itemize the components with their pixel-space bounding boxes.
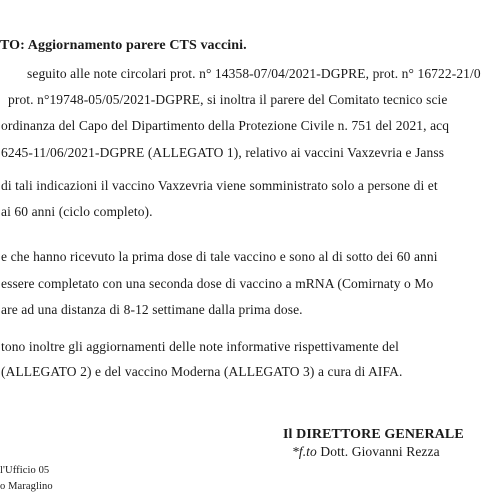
text-line: e che hanno ricevuto la prima dose di tale vaccino e sono al di sotto dei 60 anni xyxy=(1,249,438,264)
text-line: are ad una distanza di 8-12 settimane dalla prima dose. xyxy=(1,302,303,317)
text-line: di tali indicazioni il vaccino Vaxzevria viene somministrato solo a persone di et xyxy=(1,178,438,193)
text-line: (ALLEGATO 2) e del vaccino Moderna (ALLEGATO 3) a cura di AIFA. xyxy=(1,364,403,379)
text-line: seguito alle note circolari prot. n° 14358-07/04/2021-DGPRE, prot. n° 16722-21/0 xyxy=(27,66,481,81)
text-line: prot. n°19748-05/05/2021-DGPRE, si inoltra il parere del Comitato tecnico scie xyxy=(8,92,448,107)
signature-name xyxy=(292,444,440,460)
footer-office: l'Ufficio 05 xyxy=(0,465,50,476)
signature-title: Il DIRETTORE GENERALE xyxy=(283,427,464,442)
text-line: 6245-11/06/2021-DGPRE (ALLEGATO 1), relativo ai vaccini Vaxzevria e Janss xyxy=(1,145,445,160)
footer-name: o Maraglino xyxy=(0,481,53,492)
text-line: ai 60 anni (ciclo completo). xyxy=(1,204,153,219)
text-line: ordinanza del Capo del Dipartimento della Protezione Civile n. 751 del 2021, acq xyxy=(1,118,450,133)
signatory-name: Dott. Giovanni Rezza xyxy=(316,444,440,459)
text-line: tono inoltre gli aggiornamenti delle note informative rispettivamente del xyxy=(1,339,399,354)
signature-prefix: *f.to xyxy=(292,444,317,459)
subject-line: TO: Aggiornamento parere CTS vaccini. xyxy=(0,38,247,53)
text-line: essere completato con una seconda dose di vaccino a mRNA (Comirnaty o Mo xyxy=(1,276,434,291)
